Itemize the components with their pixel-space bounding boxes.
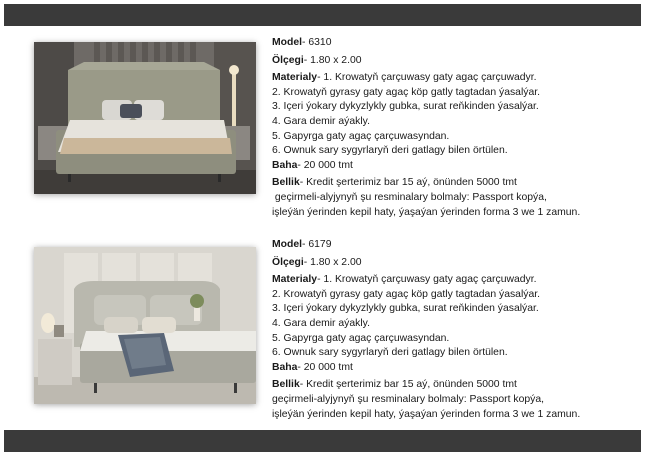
credit-label: Bellik <box>272 177 300 189</box>
credit-label: Bellik <box>272 379 300 391</box>
credit-row <box>272 176 637 191</box>
material-line: - 1. Krowatyň çarçuwasy gaty agaç çarçuwadyr. <box>317 274 537 286</box>
bottom-banner <box>4 430 641 452</box>
credit-row <box>272 378 637 393</box>
credit-text: işleýän ýerinden kepil haty, ýaşaýan ýerinden forma 3 we 1 zamun. <box>272 408 581 420</box>
material-line: 6. Ownuk sary sygyrlaryň deri gatlagy bilen örtülen. <box>272 347 508 359</box>
model-value: - 6310 <box>302 37 332 48</box>
material-line: 3. Içeri ýokary dykyzlykly gubka, surat reňkinden ýasalýar. <box>272 101 539 113</box>
product-info-6179 <box>272 238 637 422</box>
material-line: 2. Krowatyň gyrasy gaty agaç köp gatly tagtadan ýasalýar. <box>272 86 540 98</box>
size-row <box>272 54 637 69</box>
top-banner <box>4 4 641 26</box>
credit-text: geçirmeli-alyjynyň şu resminalary bolmaly: Passport kopýa, <box>272 191 547 203</box>
model-label: Model <box>272 239 303 250</box>
price-value: - 20 000 tmt <box>297 361 353 373</box>
materials-label: Materialy <box>272 274 318 286</box>
materials-label: Materialy <box>272 72 318 84</box>
price-row <box>272 361 637 376</box>
size-value: - 1.80 x 2.00 <box>303 256 362 268</box>
material-line: 3. Içeri ýokary dykyzlykly gubka, surat reňkinden ýasalýar. <box>272 303 539 315</box>
size-label: Ölçegi <box>272 256 304 268</box>
model-label: Model <box>272 37 303 48</box>
product-info-6310 <box>272 36 637 220</box>
price-label: Baha <box>272 361 298 373</box>
material-line: 5. Gapyrga gaty agaç çarçuwasyndan. <box>272 332 450 344</box>
credit-text: - Kredit şerterimiz bar 15 aý, önünden 5000 tmt <box>299 379 517 391</box>
bed-photo-6310 <box>34 42 256 194</box>
size-label: Ölçegi <box>272 54 304 66</box>
materials-row <box>272 71 637 86</box>
price-label: Baha <box>272 159 298 171</box>
bed-photo-6179 <box>34 247 256 404</box>
material-line: 5. Gapyrga gaty agaç çarçuwasyndan. <box>272 130 450 142</box>
credit-text: geçirmeli-alyjynyň şu resminalary bolmaly: Passport kopýa, <box>272 393 544 405</box>
model-row <box>272 36 637 51</box>
material-line: 6. Ownuk sary sygyrlaryň deri gatlagy bilen örtülen. <box>272 145 508 157</box>
model-row <box>272 238 637 253</box>
credit-text: - Kredit şerterimiz bar 15 aý, önünden 5000 tmt <box>299 177 517 189</box>
material-line: 2. Krowatyň gyrasy gaty agaç köp gatly tagtadan ýasalýar. <box>272 288 540 300</box>
price-row <box>272 159 637 174</box>
size-row <box>272 256 637 271</box>
size-value: - 1.80 x 2.00 <box>303 54 362 66</box>
model-value: - 6179 <box>302 239 332 250</box>
material-line: 4. Gara demir aýakly. <box>272 115 370 127</box>
credit-text: işleýän ýerinden kepil haty, ýaşaýan ýerinden forma 3 we 1 zamun. <box>272 206 581 218</box>
material-line: - 1. Krowatyň çarçuwasy gaty agaç çarçuwadyr. <box>317 72 537 84</box>
price-value: - 20 000 tmt <box>297 159 353 171</box>
material-line: 4. Gara demir aýakly. <box>272 317 370 329</box>
materials-row <box>272 273 637 288</box>
